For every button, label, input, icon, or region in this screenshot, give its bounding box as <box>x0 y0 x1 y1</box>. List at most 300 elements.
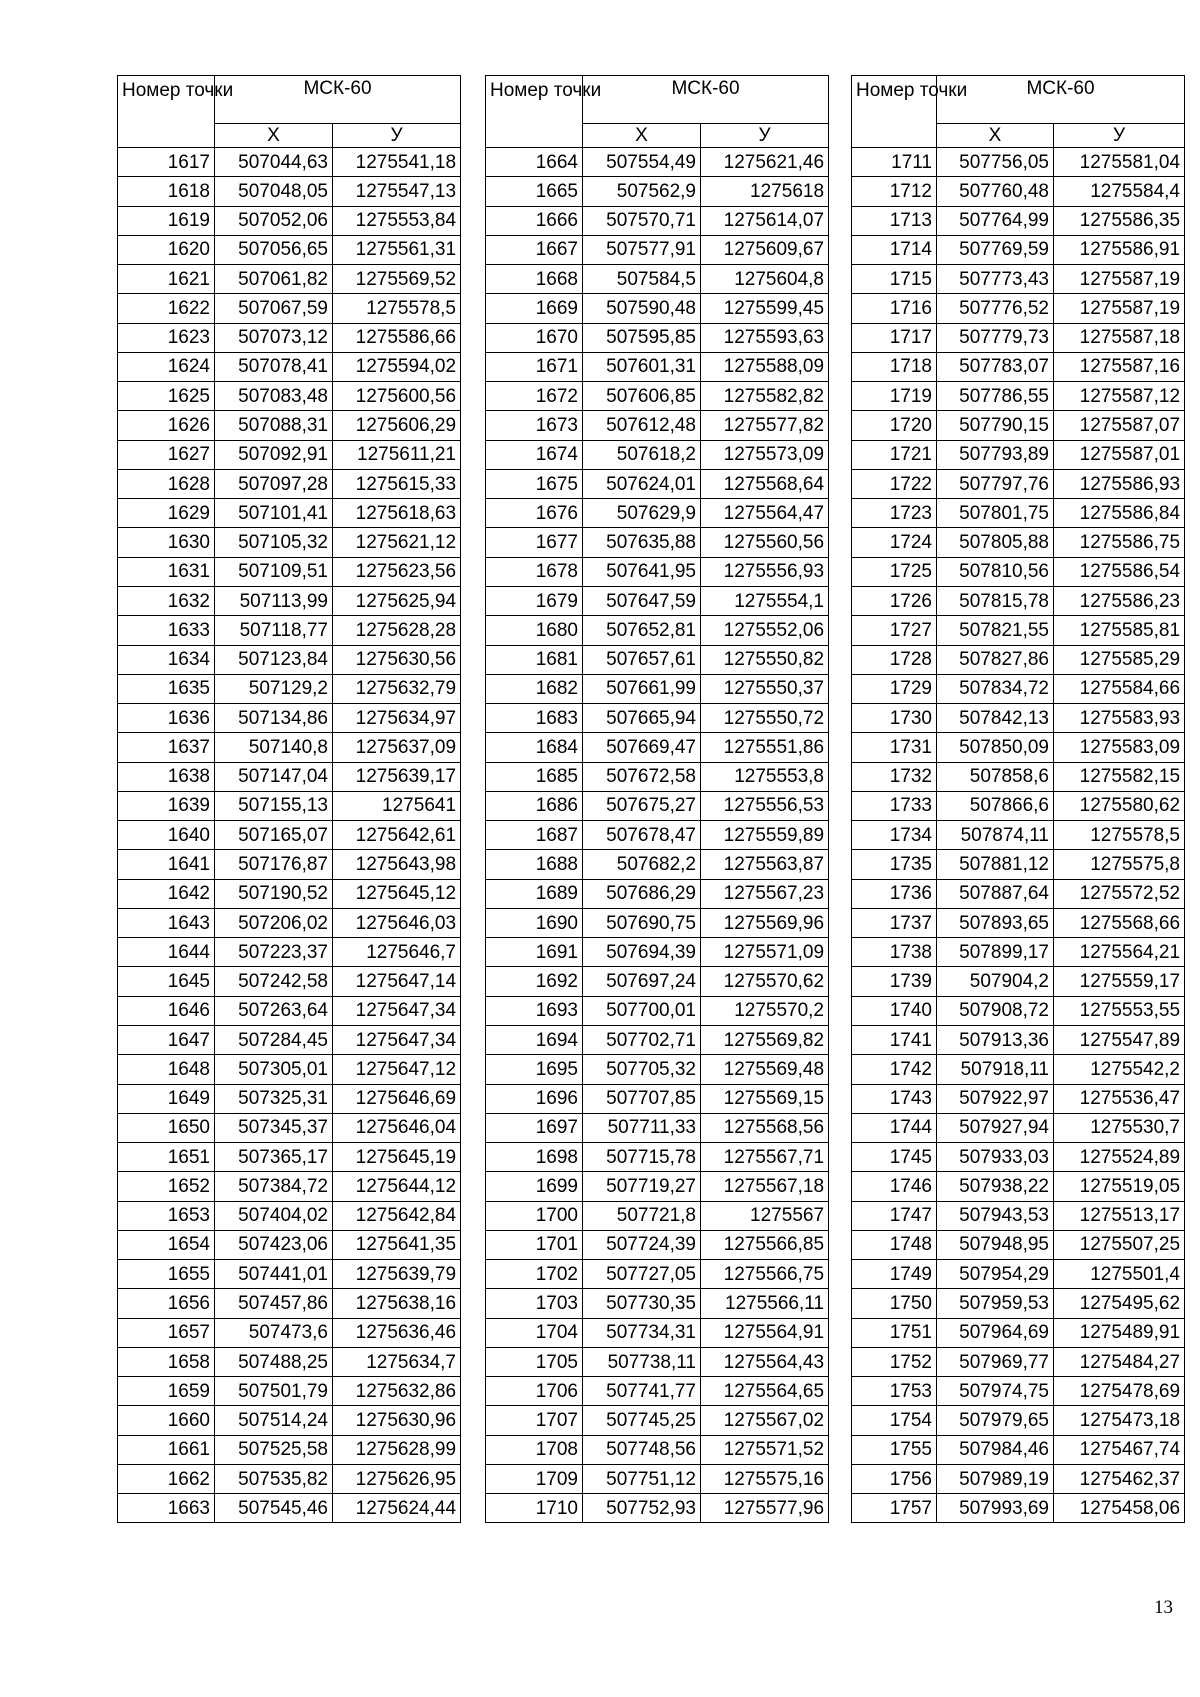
y-coordinate-cell: 1275587,18 <box>1054 323 1185 352</box>
x-coordinate-cell: 507793,89 <box>937 440 1054 469</box>
point-number-cell: 1665 <box>486 177 583 206</box>
x-coordinate-cell: 507678,47 <box>583 821 701 850</box>
point-number-cell: 1721 <box>852 440 937 469</box>
table-row <box>852 850 1185 879</box>
point-number-cell: 1708 <box>486 1435 583 1464</box>
table-row <box>486 1084 829 1113</box>
y-coordinate-cell: 1275645,12 <box>333 879 461 908</box>
x-coordinate-cell: 507404,02 <box>215 1201 333 1230</box>
x-coordinate-cell: 507821,55 <box>937 616 1054 645</box>
y-coordinate-cell: 1275519,05 <box>1054 1172 1185 1201</box>
y-coordinate-cell: 1275634,7 <box>333 1347 461 1376</box>
table-row <box>486 1464 829 1493</box>
table-row <box>486 704 829 733</box>
y-coordinate-cell: 1275571,52 <box>701 1435 829 1464</box>
point-number-cell: 1715 <box>852 265 937 294</box>
point-number-cell: 1686 <box>486 791 583 820</box>
x-coordinate-cell: 507810,56 <box>937 557 1054 586</box>
point-number-cell: 1663 <box>118 1494 215 1523</box>
y-coordinate-cell: 1275583,93 <box>1054 704 1185 733</box>
y-coordinate-cell: 1275646,7 <box>333 938 461 967</box>
y-coordinate-cell: 1275581,04 <box>1054 148 1185 177</box>
point-number-cell: 1722 <box>852 469 937 498</box>
coordinate-system-header: МСК-60 <box>583 76 829 124</box>
x-coordinate-cell: 507140,8 <box>215 733 333 762</box>
table-row <box>852 294 1185 323</box>
point-number-cell: 1741 <box>852 1025 937 1054</box>
point-number-cell: 1704 <box>486 1318 583 1347</box>
y-coordinate-cell: 1275495,62 <box>1054 1289 1185 1318</box>
point-number-cell: 1690 <box>486 908 583 937</box>
y-coordinate-cell: 1275582,15 <box>1054 762 1185 791</box>
point-number-cell: 1630 <box>118 528 215 557</box>
table-row <box>486 235 829 264</box>
x-coordinate-cell: 507751,12 <box>583 1464 701 1493</box>
y-coordinate-cell: 1275467,74 <box>1054 1435 1185 1464</box>
y-coordinate-cell: 1275585,81 <box>1054 616 1185 645</box>
point-number-cell: 1638 <box>118 762 215 791</box>
x-coordinate-cell: 507801,75 <box>937 499 1054 528</box>
y-coordinate-cell: 1275568,66 <box>1054 908 1185 937</box>
y-coordinate-cell: 1275639,17 <box>333 762 461 791</box>
table-row <box>486 499 829 528</box>
point-number-cell: 1618 <box>118 177 215 206</box>
x-coordinate-cell: 507048,05 <box>215 177 333 206</box>
table-row <box>486 411 829 440</box>
y-coordinate-cell: 1275647,12 <box>333 1055 461 1084</box>
table-row <box>486 762 829 791</box>
point-number-cell: 1728 <box>852 645 937 674</box>
y-coordinate-cell: 1275553,84 <box>333 206 461 235</box>
point-number-cell: 1622 <box>118 294 215 323</box>
table-row <box>118 1113 461 1142</box>
y-coordinate-cell: 1275599,45 <box>701 294 829 323</box>
table-row <box>852 1201 1185 1230</box>
y-coordinate-cell: 1275630,96 <box>333 1406 461 1435</box>
y-coordinate-cell: 1275584,4 <box>1054 177 1185 206</box>
point-number-cell: 1714 <box>852 235 937 264</box>
table-row <box>118 733 461 762</box>
y-coordinate-cell: 1275578,5 <box>1054 821 1185 850</box>
y-coordinate-cell: 1275564,47 <box>701 499 829 528</box>
point-number-cell: 1698 <box>486 1143 583 1172</box>
y-coordinate-cell: 1275632,79 <box>333 674 461 703</box>
point-number-cell: 1656 <box>118 1289 215 1318</box>
point-number-cell: 1712 <box>852 177 937 206</box>
table-row <box>852 323 1185 352</box>
page-number: 13 <box>1154 1597 1173 1618</box>
y-coordinate-cell: 1275586,23 <box>1054 586 1185 615</box>
point-number-cell: 1699 <box>486 1172 583 1201</box>
point-number-cell: 1657 <box>118 1318 215 1347</box>
point-number-cell: 1730 <box>852 704 937 733</box>
y-coordinate-cell: 1275614,07 <box>701 206 829 235</box>
y-coordinate-cell: 1275587,12 <box>1054 382 1185 411</box>
y-coordinate-cell: 1275569,82 <box>701 1025 829 1054</box>
x-coordinate-cell: 507908,72 <box>937 996 1054 1025</box>
y-coordinate-cell: 1275646,04 <box>333 1113 461 1142</box>
y-coordinate-cell: 1275556,93 <box>701 557 829 586</box>
y-coordinate-cell: 1275550,72 <box>701 704 829 733</box>
y-coordinate-cell: 1275647,14 <box>333 967 461 996</box>
point-number-cell: 1634 <box>118 645 215 674</box>
point-number-cell: 1641 <box>118 850 215 879</box>
x-coordinate-cell: 507700,01 <box>583 996 701 1025</box>
x-coordinate-cell: 507969,77 <box>937 1347 1054 1376</box>
x-coordinate-cell: 507760,48 <box>937 177 1054 206</box>
table-row <box>118 762 461 791</box>
table-row <box>118 557 461 586</box>
x-coordinate-cell: 507827,86 <box>937 645 1054 674</box>
point-number-cell: 1636 <box>118 704 215 733</box>
point-number-cell: 1701 <box>486 1230 583 1259</box>
table-row <box>118 1201 461 1230</box>
point-number-cell: 1717 <box>852 323 937 352</box>
table-row <box>852 674 1185 703</box>
y-coordinate-cell: 1275571,09 <box>701 938 829 967</box>
table-row <box>118 1406 461 1435</box>
y-coordinate-cell: 1275577,96 <box>701 1494 829 1523</box>
y-coordinate-cell: 1275604,8 <box>701 265 829 294</box>
y-coordinate-cell: 1275578,5 <box>333 294 461 323</box>
point-number-cell: 1643 <box>118 908 215 937</box>
y-coordinate-cell: 1275473,18 <box>1054 1406 1185 1435</box>
point-number-cell: 1649 <box>118 1084 215 1113</box>
x-coordinate-cell: 507501,79 <box>215 1377 333 1406</box>
y-coordinate-cell: 1275572,52 <box>1054 879 1185 908</box>
table-row <box>486 265 829 294</box>
y-coordinate-cell: 1275625,94 <box>333 586 461 615</box>
point-number-cell: 1756 <box>852 1464 937 1493</box>
point-number-cell: 1734 <box>852 821 937 850</box>
table-row <box>852 352 1185 381</box>
y-coordinate-cell: 1275553,55 <box>1054 996 1185 1025</box>
y-coordinate-cell: 1275646,03 <box>333 908 461 937</box>
table-row <box>852 265 1185 294</box>
y-coordinate-cell: 1275639,79 <box>333 1260 461 1289</box>
x-coordinate-cell: 507595,85 <box>583 323 701 352</box>
y-coordinate-cell: 1275645,19 <box>333 1143 461 1172</box>
y-coordinate-cell: 1275587,19 <box>1054 265 1185 294</box>
table-row <box>486 1289 829 1318</box>
table-row <box>118 177 461 206</box>
table-row <box>118 528 461 557</box>
x-coordinate-cell: 507711,33 <box>583 1113 701 1142</box>
y-coordinate-cell: 1275566,75 <box>701 1260 829 1289</box>
y-coordinate-cell: 1275563,87 <box>701 850 829 879</box>
table-row <box>118 850 461 879</box>
table-row <box>486 1435 829 1464</box>
point-number-cell: 1675 <box>486 469 583 498</box>
x-coordinate-cell: 507776,52 <box>937 294 1054 323</box>
x-coordinate-cell: 507669,47 <box>583 733 701 762</box>
x-coordinate-cell: 507705,32 <box>583 1055 701 1084</box>
point-number-cell: 1696 <box>486 1084 583 1113</box>
table-row <box>118 967 461 996</box>
table-row <box>118 469 461 498</box>
y-coordinate-cell: 1275564,65 <box>701 1377 829 1406</box>
y-coordinate-cell: 1275554,1 <box>701 586 829 615</box>
x-coordinate-cell: 507457,86 <box>215 1289 333 1318</box>
x-coordinate-cell: 507242,58 <box>215 967 333 996</box>
y-coordinate-cell: 1275551,86 <box>701 733 829 762</box>
point-number-cell: 1631 <box>118 557 215 586</box>
point-number-cell: 1621 <box>118 265 215 294</box>
point-number-cell: 1676 <box>486 499 583 528</box>
x-coordinate-cell: 507858,6 <box>937 762 1054 791</box>
point-number-cell: 1678 <box>486 557 583 586</box>
y-coordinate-cell: 1275611,21 <box>333 440 461 469</box>
x-coordinate-cell: 507913,36 <box>937 1025 1054 1054</box>
point-number-cell: 1647 <box>118 1025 215 1054</box>
point-number-header: Номер точки <box>118 76 215 148</box>
y-coordinate-cell: 1275586,54 <box>1054 557 1185 586</box>
point-number-cell: 1628 <box>118 469 215 498</box>
point-number-cell: 1751 <box>852 1318 937 1347</box>
x-coordinate-cell: 507423,06 <box>215 1230 333 1259</box>
table-row <box>486 938 829 967</box>
table-row <box>852 440 1185 469</box>
point-number-cell: 1725 <box>852 557 937 586</box>
y-coordinate-cell: 1275570,2 <box>701 996 829 1025</box>
x-coordinate-cell: 507641,95 <box>583 557 701 586</box>
table-row <box>118 674 461 703</box>
table-row <box>852 469 1185 498</box>
x-coordinate-cell: 507570,71 <box>583 206 701 235</box>
x-coordinate-cell: 507073,12 <box>215 323 333 352</box>
point-number-cell: 1629 <box>118 499 215 528</box>
x-coordinate-cell: 507805,88 <box>937 528 1054 557</box>
table-row <box>852 528 1185 557</box>
y-coordinate-cell: 1275550,82 <box>701 645 829 674</box>
y-coordinate-cell: 1275458,06 <box>1054 1494 1185 1523</box>
x-coordinate-cell: 507105,32 <box>215 528 333 557</box>
y-coordinate-cell: 1275550,37 <box>701 674 829 703</box>
point-number-cell: 1710 <box>486 1494 583 1523</box>
y-coordinate-cell: 1275586,66 <box>333 323 461 352</box>
x-coordinate-cell: 507738,11 <box>583 1347 701 1376</box>
x-coordinate-cell: 507113,99 <box>215 586 333 615</box>
x-coordinate-cell: 507190,52 <box>215 879 333 908</box>
point-number-cell: 1689 <box>486 879 583 908</box>
y-coordinate-cell: 1275566,11 <box>701 1289 829 1318</box>
table-row <box>486 1377 829 1406</box>
x-coordinate-cell: 507647,59 <box>583 586 701 615</box>
y-coordinate-cell: 1275570,62 <box>701 967 829 996</box>
x-coordinate-cell: 507134,86 <box>215 704 333 733</box>
y-coordinate-cell: 1275587,19 <box>1054 294 1185 323</box>
point-number-cell: 1694 <box>486 1025 583 1054</box>
x-coordinate-cell: 507535,82 <box>215 1464 333 1493</box>
x-coordinate-cell: 507365,17 <box>215 1143 333 1172</box>
point-number-cell: 1661 <box>118 1435 215 1464</box>
x-coordinate-cell: 507797,76 <box>937 469 1054 498</box>
y-coordinate-cell: 1275567,02 <box>701 1406 829 1435</box>
table-row <box>852 996 1185 1025</box>
table-row <box>852 148 1185 177</box>
x-coordinate-cell: 507624,01 <box>583 469 701 498</box>
point-number-cell: 1744 <box>852 1113 937 1142</box>
table-row <box>852 762 1185 791</box>
point-number-cell: 1702 <box>486 1260 583 1289</box>
point-number-cell: 1668 <box>486 265 583 294</box>
point-number-cell: 1723 <box>852 499 937 528</box>
table-row <box>118 879 461 908</box>
table-row <box>852 411 1185 440</box>
x-coordinate-cell: 507922,97 <box>937 1084 1054 1113</box>
y-coordinate-cell: 1275568,56 <box>701 1113 829 1142</box>
x-coordinate-cell: 507441,01 <box>215 1260 333 1289</box>
y-coordinate-cell: 1275621,12 <box>333 528 461 557</box>
x-coordinate-cell: 507078,41 <box>215 352 333 381</box>
y-coordinate-cell: 1275582,82 <box>701 382 829 411</box>
point-number-cell: 1724 <box>852 528 937 557</box>
x-coordinate-cell: 507488,25 <box>215 1347 333 1376</box>
table-row <box>852 1347 1185 1376</box>
y-coordinate-cell: 1275644,12 <box>333 1172 461 1201</box>
table-row <box>118 1289 461 1318</box>
x-coordinate-cell: 507206,02 <box>215 908 333 937</box>
y-coordinate-cell: 1275641,35 <box>333 1230 461 1259</box>
x-coordinate-cell: 507874,11 <box>937 821 1054 850</box>
y-coordinate-cell: 1275560,56 <box>701 528 829 557</box>
point-number-cell: 1625 <box>118 382 215 411</box>
x-coordinate-cell: 507652,81 <box>583 616 701 645</box>
table-row <box>486 908 829 937</box>
point-number-cell: 1671 <box>486 352 583 381</box>
x-coordinate-cell: 507954,29 <box>937 1260 1054 1289</box>
table-row <box>852 235 1185 264</box>
point-number-cell: 1706 <box>486 1377 583 1406</box>
table-row <box>118 938 461 967</box>
point-number-cell: 1660 <box>118 1406 215 1435</box>
x-coordinate-cell: 507577,91 <box>583 235 701 264</box>
y-coordinate-cell: 1275569,15 <box>701 1084 829 1113</box>
table-row <box>852 1113 1185 1142</box>
y-coordinate-cell: 1275641 <box>333 791 461 820</box>
x-coordinate-cell: 507325,31 <box>215 1084 333 1113</box>
point-number-cell: 1632 <box>118 586 215 615</box>
coordinate-system-header: МСК-60 <box>937 76 1185 124</box>
y-coordinate-cell: 1275561,31 <box>333 235 461 264</box>
table-row <box>486 879 829 908</box>
table-row <box>118 1260 461 1289</box>
x-coordinate-cell: 507067,59 <box>215 294 333 323</box>
table-row <box>486 1143 829 1172</box>
table-row <box>852 1494 1185 1523</box>
point-number-cell: 1640 <box>118 821 215 850</box>
y-coordinate-cell: 1275586,93 <box>1054 469 1185 498</box>
x-coordinate-cell: 507061,82 <box>215 265 333 294</box>
x-coordinate-cell: 507092,91 <box>215 440 333 469</box>
x-coordinate-cell: 507745,25 <box>583 1406 701 1435</box>
y-coordinate-cell: 1275624,44 <box>333 1494 461 1523</box>
table-row <box>118 645 461 674</box>
x-header: X <box>583 124 701 148</box>
point-number-cell: 1700 <box>486 1201 583 1230</box>
table-row <box>486 850 829 879</box>
coordinate-table-1 <box>117 75 461 1523</box>
y-coordinate-cell: 1275552,06 <box>701 616 829 645</box>
y-coordinate-cell: 1275600,56 <box>333 382 461 411</box>
table-row <box>852 1055 1185 1084</box>
table-row <box>118 265 461 294</box>
y-coordinate-cell: 1275567,71 <box>701 1143 829 1172</box>
table-row <box>486 352 829 381</box>
table-row <box>118 908 461 937</box>
y-coordinate-cell: 1275530,7 <box>1054 1113 1185 1142</box>
y-coordinate-cell: 1275553,8 <box>701 762 829 791</box>
point-number-cell: 1670 <box>486 323 583 352</box>
table-row <box>118 996 461 1025</box>
y-coordinate-cell: 1275547,13 <box>333 177 461 206</box>
x-coordinate-cell: 507682,2 <box>583 850 701 879</box>
y-coordinate-cell: 1275575,16 <box>701 1464 829 1493</box>
x-coordinate-cell: 507702,71 <box>583 1025 701 1054</box>
x-coordinate-cell: 507629,9 <box>583 499 701 528</box>
x-coordinate-cell: 507612,48 <box>583 411 701 440</box>
table-row <box>486 206 829 235</box>
y-coordinate-cell: 1275585,29 <box>1054 645 1185 674</box>
point-number-cell: 1743 <box>852 1084 937 1113</box>
table-row <box>118 148 461 177</box>
table-row <box>118 1318 461 1347</box>
point-number-cell: 1683 <box>486 704 583 733</box>
table-row <box>852 586 1185 615</box>
x-coordinate-cell: 507734,31 <box>583 1318 701 1347</box>
x-coordinate-cell: 507904,2 <box>937 967 1054 996</box>
x-coordinate-cell: 507514,24 <box>215 1406 333 1435</box>
x-coordinate-cell: 507834,72 <box>937 674 1054 703</box>
table-row <box>486 821 829 850</box>
y-coordinate-cell: 1275567,18 <box>701 1172 829 1201</box>
table-row <box>118 1055 461 1084</box>
table-row <box>118 382 461 411</box>
point-number-cell: 1709 <box>486 1464 583 1493</box>
y-coordinate-cell: 1275575,8 <box>1054 850 1185 879</box>
y-coordinate-cell: 1275559,17 <box>1054 967 1185 996</box>
x-coordinate-cell: 507155,13 <box>215 791 333 820</box>
table-row <box>118 440 461 469</box>
x-coordinate-cell: 507694,39 <box>583 938 701 967</box>
table-row <box>486 440 829 469</box>
point-number-cell: 1688 <box>486 850 583 879</box>
point-number-cell: 1681 <box>486 645 583 674</box>
y-coordinate-cell: 1275584,66 <box>1054 674 1185 703</box>
x-coordinate-cell: 507730,35 <box>583 1289 701 1318</box>
x-coordinate-cell: 507893,65 <box>937 908 1054 937</box>
x-coordinate-cell: 507554,49 <box>583 148 701 177</box>
x-coordinate-cell: 507989,19 <box>937 1464 1054 1493</box>
table-row <box>118 1084 461 1113</box>
x-coordinate-cell: 507109,51 <box>215 557 333 586</box>
y-coordinate-cell: 1275646,69 <box>333 1084 461 1113</box>
point-number-cell: 1746 <box>852 1172 937 1201</box>
x-coordinate-cell: 507927,94 <box>937 1113 1054 1142</box>
table-row <box>486 733 829 762</box>
y-coordinate-cell: 1275580,62 <box>1054 791 1185 820</box>
x-coordinate-cell: 507661,99 <box>583 674 701 703</box>
y-coordinate-cell: 1275618 <box>701 177 829 206</box>
table-row <box>118 411 461 440</box>
x-header: X <box>937 124 1054 148</box>
x-coordinate-cell: 507764,99 <box>937 206 1054 235</box>
point-number-cell: 1642 <box>118 879 215 908</box>
table-row <box>486 294 829 323</box>
y-coordinate-cell: 1275647,34 <box>333 996 461 1025</box>
point-number-cell: 1711 <box>852 148 937 177</box>
table-row <box>852 1230 1185 1259</box>
